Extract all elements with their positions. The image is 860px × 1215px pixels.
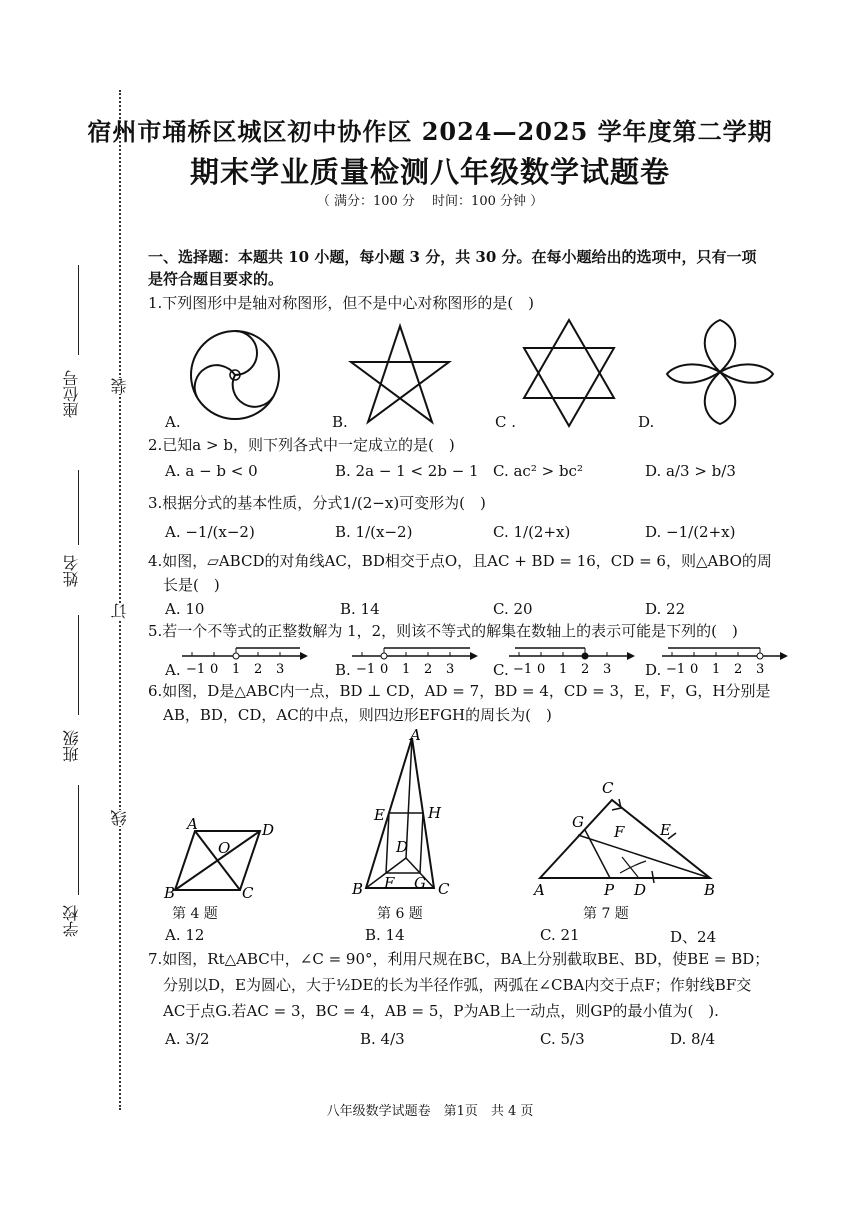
q6-stem-1: 6.如图，D是△ABC内一点，BD ⊥ CD，AD = 7，BD = 4，CD = 3，E，F，G，H分别是 <box>148 682 771 700</box>
q4-stem-2: 长是( ) <box>163 576 220 594</box>
q4-stem-1: 4.如图，▱ABCD的对角线AC，BD相交于点O，且AC + BD = 16，CD = 6，则△ABO的周 <box>148 552 772 570</box>
q1-option-b: B. <box>332 413 348 431</box>
q6-option-a: A. 12 <box>165 926 205 944</box>
q5b-tick-label: −1 <box>356 662 376 677</box>
fig6-label: G <box>414 874 426 892</box>
fig6-label: E <box>374 806 385 824</box>
q2-option-b: B. 2a − 1 < 2b − 1 <box>335 462 479 480</box>
figure-q4-parallelogram <box>160 815 290 900</box>
binding-xian: 线 <box>110 810 129 826</box>
q5-number-line-c <box>507 642 637 678</box>
q2-option-d: D. a/3 > b/3 <box>645 462 736 480</box>
q5-option-a: A. <box>165 661 181 679</box>
q5-option-b: B. <box>335 661 351 679</box>
fig6-label: F <box>384 874 395 892</box>
q1-figure-b-star <box>345 322 455 427</box>
name-blank-line <box>78 470 79 545</box>
q5b-tick-label: 2 <box>424 662 433 677</box>
q6-option-b: B. 14 <box>365 926 405 944</box>
q5a-tick-label: 2 <box>254 662 263 677</box>
fig4-label: D <box>262 821 275 839</box>
q4-option-a: A. 10 <box>165 600 205 618</box>
fig7-label: B <box>704 881 716 899</box>
fig6-caption: 第 6 题 <box>377 906 423 922</box>
q4-option-b: B. 14 <box>340 600 380 618</box>
q4-option-c: C. 20 <box>493 600 533 618</box>
fig4-caption: 第 4 题 <box>172 906 218 922</box>
q5-number-line-b <box>350 642 480 678</box>
section1-heading-2: 是符合题目要求的。 <box>148 270 284 288</box>
q3-option-b: B. 1/(x−2) <box>335 523 413 541</box>
q5-option-d: D. <box>645 661 662 679</box>
q5b-tick-label: 1 <box>402 662 411 677</box>
q1-option-d: D. <box>638 413 655 431</box>
q5-number-line-d <box>660 642 790 678</box>
fig7-label: A <box>534 881 545 899</box>
binding-ding: 订 <box>110 603 129 619</box>
q5a-tick-label: 1 <box>232 662 241 677</box>
fig7-label: C <box>602 779 614 797</box>
name-label: 姓名 <box>62 555 81 587</box>
q1-stem: 1.下列图形中是轴对称图形，但不是中心对称图形的是( ) <box>148 294 535 312</box>
q5c-tick-label: 1 <box>559 662 568 677</box>
figure-q6-triangle <box>348 728 463 898</box>
q3-option-d: D. −1/(2+x) <box>645 523 736 541</box>
q7-option-a: A. 3/2 <box>165 1030 210 1048</box>
fig4-label: O <box>218 839 231 857</box>
seat-blank-line <box>78 265 79 355</box>
exam-subtitle: （ 满分：100 分 时间：100 分钟 ） <box>316 194 544 209</box>
class-label: 班级 <box>62 730 81 762</box>
q5a-tick-label: 0 <box>210 662 219 677</box>
q7-stem-2: 分别以D，E为圆心，大于½DE的长为半径作弧，两弧在∠CBA内交于点F；作射线BF交 <box>163 976 752 994</box>
q5b-tick-label: 0 <box>380 662 389 677</box>
q5d-tick-label: 0 <box>690 662 699 677</box>
q5d-tick-label: 1 <box>712 662 721 677</box>
q5-number-line-a <box>180 642 310 678</box>
q5-stem: 5.若一个不等式的正整数解为 1，2，则该不等式的解集在数轴上的表示可能是下列的( ) <box>148 622 738 640</box>
class-blank-line <box>78 615 79 715</box>
q5d-tick-label: 3 <box>756 662 765 677</box>
q1-figure-a-taiji <box>185 325 285 425</box>
fig6-label: C <box>438 880 450 898</box>
q5c-tick-label: 0 <box>537 662 546 677</box>
fig6-label: A <box>410 728 421 744</box>
q4-option-d: D. 22 <box>645 600 686 618</box>
q3-option-a: A. −1/(x−2) <box>165 523 255 541</box>
q7-option-d: D. 8/4 <box>670 1030 716 1048</box>
fig6-label: H <box>428 804 442 822</box>
q7-option-c: C. 5/3 <box>540 1030 585 1048</box>
fig7-label: E <box>660 821 671 839</box>
q1-figure-d-petals <box>665 318 775 426</box>
q5c-tick-label: 2 <box>581 662 590 677</box>
q7-stem-1: 7.如图，Rt△ABC中，∠C = 90°，利用尺规在BC，BA上分别截取BE、BD，使BE = BD； <box>148 950 770 968</box>
exam-title-line2: 期末学业质量检测八年级数学试题卷 <box>189 155 670 189</box>
q2-stem: 2.已知a > b，则下列各式中一定成立的是( ) <box>148 436 455 454</box>
fig4-label: A <box>187 815 198 833</box>
q5c-tick-label: −1 <box>513 662 533 677</box>
figure-q7-right-triangle <box>530 775 730 900</box>
q6-option-c: C. 21 <box>540 926 580 944</box>
q5b-tick-label: 3 <box>446 662 455 677</box>
q6-option-d: D、24 <box>670 928 717 946</box>
fig7-label: D <box>634 881 647 899</box>
fig4-label: B <box>164 884 176 900</box>
exam-title-line1: 宿州市埇桥区城区初中协作区 2024—2025 学年度第二学期 <box>87 117 773 146</box>
fig6-label: B <box>352 880 364 898</box>
seat-label: 座位号 <box>62 370 81 418</box>
fig4-label: C <box>242 884 254 900</box>
q1-option-a: A. <box>165 413 181 431</box>
q5a-tick-label: −1 <box>186 662 206 677</box>
fig6-label: D <box>396 838 409 856</box>
q5d-tick-label: 2 <box>734 662 743 677</box>
school-blank-line <box>78 785 79 895</box>
binding-dotted-line <box>119 90 121 1110</box>
q2-option-c: C. ac² > bc² <box>493 462 583 480</box>
q5c-tick-label: 3 <box>603 662 612 677</box>
q1-option-c: C . <box>495 413 517 431</box>
section1-heading-1: 一、选择题：本题共 10 小题，每小题 3 分，共 30 分。在每小题给出的选项中，只有一项 <box>148 248 757 266</box>
q5a-tick-label: 3 <box>276 662 285 677</box>
fig7-label: P <box>604 881 615 899</box>
q1-figure-c-hexagram <box>522 318 617 428</box>
q5d-tick-label: −1 <box>666 662 686 677</box>
fig7-caption: 第 7 题 <box>583 906 629 922</box>
q5-option-c: C. <box>493 661 509 679</box>
q6-stem-2: AB，BD，CD，AC的中点，则四边形EFGH的周长为( ) <box>163 706 552 724</box>
fig7-label: F <box>614 823 625 841</box>
q3-stem: 3.根据分式的基本性质，分式1/(2−x)可变形为( ) <box>148 494 486 512</box>
q3-option-c: C. 1/(2+x) <box>493 523 571 541</box>
q7-option-b: B. 4/3 <box>360 1030 405 1048</box>
school-label: 学校 <box>62 905 81 937</box>
binding-zhuang: 装 <box>110 378 129 394</box>
fig7-label: G <box>572 813 584 831</box>
page-footer: 八年级数学试题卷 第1页 共 4 页 <box>326 1104 534 1119</box>
q7-stem-3: AC于点G.若AC = 3，BC = 4，AB = 5，P为AB上一动点，则GP的最小值为( ). <box>163 1002 719 1020</box>
q2-option-a: A. a − b < 0 <box>165 462 258 480</box>
